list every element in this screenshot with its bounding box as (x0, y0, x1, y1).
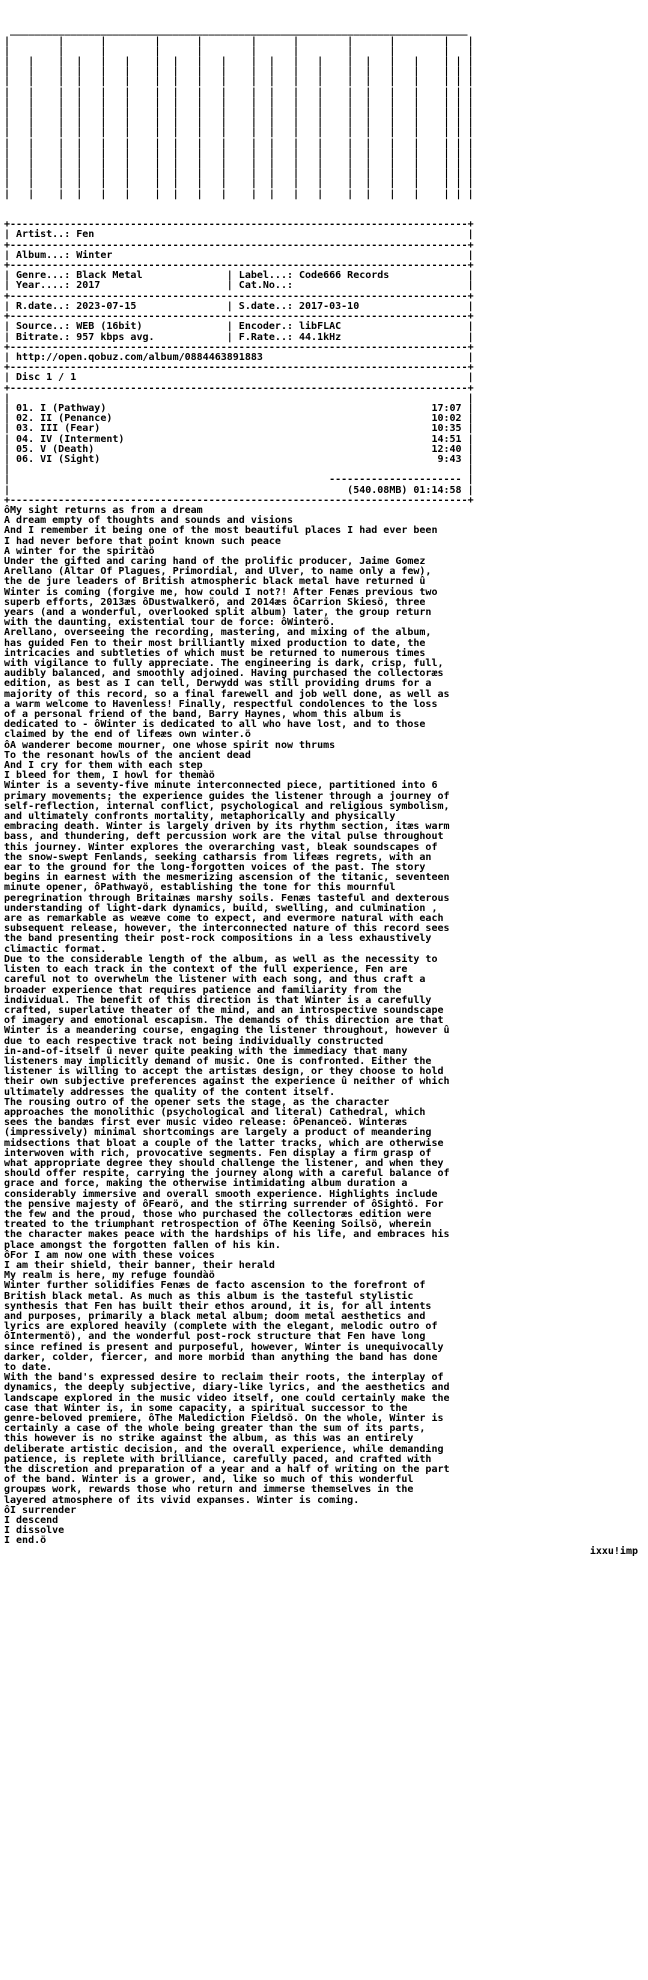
banner-line: | | | | | | | | | | | | | | | | | | | | | (4, 66, 474, 78)
review-line: Winter is a meandering course, engaging the listener throughout, however û (4, 1025, 450, 1037)
banner-line: | | | | | | | | | | | | | | | | | | | | | (4, 188, 474, 200)
review-line: deliberate artistic decision, and the overall experience, while demanding (4, 1443, 444, 1455)
review-line: the character makes peace with the hardships of his life, and embraces his (4, 1229, 450, 1241)
review-line: Under the gifted and caring hand of the prolific producer, Jaime Gomez (4, 555, 426, 567)
review-line: I end.ö (4, 1535, 47, 1547)
review-line: ear to the ground for the long-forgotten voices of the past. The story (4, 862, 426, 874)
review-line: synthesis that Fen has built their ethos around, it is, for all intents (4, 1300, 432, 1312)
review-line: in-and-of-itself û never quite peaking with the immediacy that many (4, 1045, 408, 1057)
review-line: and purposes, primarily a black metal album; doom metal aesthetics and (4, 1311, 426, 1322)
review-line: this journey. Winter explores the overarching vast, bleak soundscapes of (4, 841, 438, 853)
review-line: My realm is here, my refuge foundàö (4, 1270, 215, 1282)
total-rule: | ---------------------- | (4, 474, 474, 486)
review-line: Due to the considerable length of the album, as well as the necessity to (4, 953, 438, 965)
divider: +----------------------------------------------------------------------------+ (4, 382, 474, 394)
review-line: due to each respective track not being individually constructed (4, 1035, 384, 1047)
review-line: self-reflection, internal conflict, psychological and religious symbolism, (4, 800, 450, 812)
banner-line: | | | | | | | | | | | | | | | | | | | | | (4, 117, 474, 129)
review-line: dedicated to - ôWinter is dedicated to all who have lost, and to those (4, 719, 426, 731)
review-line: Winter further solidifies Fenæs de facto ascension to the forefront of (4, 1280, 426, 1292)
review-line: To the resonant howls of the ancient dead (4, 749, 251, 761)
review-line: sees the bandæs first ever music video release: ôPenanceö. Winteræs (4, 1117, 408, 1129)
review-line: A winter for the spiritàö (4, 545, 155, 557)
nfo-document (4, 6, 644, 1567)
banner-line: | | | | | | | | | | | | | | | | | | | | | (4, 147, 474, 159)
review-line: (impressively) minimal shortcomings are largely a product of meandering (4, 1127, 432, 1139)
review-line: embracing death. Winter is largely driven by its rhythm section, itæs warm (4, 821, 450, 833)
review-line: ôMy sight returns as from a dream (4, 504, 203, 516)
review-line: ôI surrender (4, 1504, 77, 1516)
review-line: audibly balanced, and smoothly adjoined. Having purchased the collectoræs (4, 668, 444, 680)
review-line: what appropriate degree they should challenge the listener, and when they (4, 1157, 444, 1169)
review-line: individual. The benefit of this direction is that Winter is a carefully (4, 994, 432, 1006)
review-line: lyrics are explored heavily (complete with the elegant, melodic outro of (4, 1321, 438, 1333)
review-line: ultimately addresses the quality of the content itself. (4, 1086, 336, 1098)
review-line: crafted, superlative theater of the mind, and an introspective soundscape (4, 1004, 444, 1016)
review-line: treated to the triumphant retrospection of ôThe Keening Soilsö, wherein (4, 1219, 432, 1231)
album-row: | Album...: Winter | (4, 249, 474, 261)
review-line: claimed by the end of lifeæs own winter.ö (4, 729, 251, 741)
total-length: | (540.08MB) 01:14:58 | (4, 484, 474, 496)
divider: +----------------------------------------------------------------------------+ (4, 362, 474, 374)
review-line: years (and a wonderful, overlooked split album) later, the group return (4, 606, 432, 618)
review-line: are as remarkable as weæve come to expect, and evermore natural with each (4, 913, 444, 925)
track-row: | 01. I (Pathway) 17:07 | (4, 402, 474, 414)
banner-ascii-art (4, 26, 644, 199)
review-line: considerably immersive and overall smooth experience. Highlights include (4, 1188, 438, 1200)
disc-label: | Disc 1 / 1 | (4, 372, 474, 384)
review-line: The rousing outro of the opener sets the stage, as the character (4, 1096, 390, 1108)
review-line: bass, and thundering, deft percussion work are the vital pulse throughout (4, 831, 444, 843)
track-row: | 04. IV (Interment) 14:51 | (4, 433, 474, 445)
track-row: | 06. VI (Sight) 9:43 | (4, 453, 474, 465)
review-line: careful not to overwhelm the listener with each song, and thus craft a (4, 974, 426, 986)
divider: +----------------------------------------------------------------------------+ (4, 311, 474, 323)
review-line: a warm welcome to Havenless! Finally, respectful condolences to the loss (4, 698, 438, 710)
date-row: | R.date..: 2023-07-15 | S.date..: 2017-03-10 | (4, 300, 474, 312)
review-line: and ultimately confronts mortality, metaphorically and physically (4, 811, 396, 823)
review-line: approaches the monolithic (psychological and literal) Cathedral, which (4, 1106, 426, 1118)
review-line: listeners may implicitly demand of music. One is confronted. Either the (4, 1055, 432, 1067)
banner-line: | | | | | | | | | | | (4, 45, 474, 57)
year-catno-row: | Year....: 2017 | Cat.No..: | (4, 280, 474, 292)
review-line: the discretion and preparation of a year and a half of writing on the part (4, 1464, 450, 1476)
review-line: A dream empty of thoughts and sounds and visions (4, 515, 293, 527)
review-line: of a personal friend of the band, Barry Haynes, whom this album is (4, 709, 402, 721)
review-line: ôA wanderer become mourner, one whose spirit now thrums (4, 739, 336, 751)
review-line: Winter is a seventy-five minute interconnected piece, partitioned into 6 (4, 780, 438, 792)
review-line: subsequent release, however, the interconnected nature of this record sees (4, 923, 450, 935)
review-line: I dissolve (4, 1525, 65, 1537)
divider: +----------------------------------------------------------------------------+ (4, 260, 474, 272)
track-row: | 03. III (Fear) 10:35 | (4, 423, 474, 435)
bitrate-frate-row: | Bitrate.: 957 kbps avg. | F.Rate..: 44.1kHz | (4, 331, 474, 343)
review-line: I descend (4, 1515, 59, 1527)
review-line: dynamics, the deeply subjective, diary-like lyrics, and the aesthetics and (4, 1382, 450, 1394)
review-line: ôIntermentö), and the wonderful post-rock structure that Fen have long (4, 1331, 426, 1343)
banner-line: | | | | | | | | | | | | | | | | | | | | | (4, 86, 474, 98)
review-line: And I remember it being one of the most beautiful places I had ever been (4, 525, 438, 537)
banner-line: | | | | | | | | | | | | | | | | | | | | | (4, 158, 474, 170)
banner-line: | | | | | | | | | | | | | | | | | | | | | (4, 56, 474, 68)
footer-signature: ixxu!imp (589, 1545, 638, 1557)
review-line: of the band. Winter is a grower, and, like so much of this wonderful (4, 1474, 414, 1486)
banner-line: | | | | | | | | | | | | | | | | | | | | | (4, 137, 474, 149)
review-line: since refined is present and purposeful, however, Winter is unequivocally (4, 1341, 444, 1353)
review-line: understanding of light-dark dynamics, build, swelling, and culmination , (4, 902, 438, 914)
review-line: grace and force, making the otherwise intimidating album duration a (4, 1178, 408, 1190)
banner-line: | | | | | | | | | | | | | | | | | | | | | (4, 76, 474, 88)
review-line: place amongst the forgotten fallen of his kin. (4, 1239, 281, 1251)
review-line: should offer respite, carrying the journey along with a careful balance of (4, 1168, 450, 1180)
track-row: | 05. V (Death) 12:40 | (4, 443, 474, 455)
divider: +----------------------------------------------------------------------------+ (4, 290, 474, 302)
banner-line: | | | | | | | | | | | | | | | | | | | | | (4, 178, 474, 190)
review-line: of imagery and emotional escapism. The demands of this direction are that (4, 1015, 444, 1027)
review-line: listen to each track in the context of the full experience, Fen are (4, 964, 408, 976)
review-line: climactic format. (4, 943, 107, 955)
review-line: midsections that bloat a couple of the latter tracks, which are otherwise (4, 1137, 444, 1149)
review-line: And I cry for them with each step (4, 760, 203, 772)
review-line: genre-beloved premiere, ôThe Malediction Fieldsö. On the whole, Winter is (4, 1413, 444, 1425)
review-line: has guided Fen to their most brilliantly mixed production to date, the (4, 637, 426, 649)
review-line: primary movements; the experience guides the listener through a journey of (4, 790, 450, 802)
review-line: With the band's expressed desire to reclaim their roots, the interplay of (4, 1372, 444, 1384)
review-line: the few and the proud, those who purchased the collectoræs edition were (4, 1208, 432, 1220)
review-line: I bleed for them, I howl for themàö (4, 770, 215, 782)
genre-label-row: | Genre...: Black Metal | Label...: Code666 Records | (4, 270, 474, 282)
album-url: | http://open.qobuz.com/album/0884463891883 | (4, 351, 474, 363)
artist-row: | Artist..: Fen | (4, 229, 474, 241)
banner-line: | | | | | | | | | | | | | | | | | | | | | (4, 96, 474, 108)
review-line: begins in earnest with the mesmerizing ascension of the titanic, seventeen (4, 872, 450, 884)
review-line: landscape explored in the music video itself, one could certainly make the (4, 1392, 450, 1404)
review-line: case that Winter is, in some capacity, a spiritual successor to the (4, 1402, 408, 1414)
review-line: edition, as best as I can tell, Derwydd was still providing drums for a (4, 678, 432, 690)
review-line: listener is willing to accept the artistæs design, or they choose to hold (4, 1066, 444, 1078)
banner-line: | | | | | | | | | | | | | | | | | | | | | (4, 107, 474, 119)
banner-line: ____________________________________________________________________________ (4, 25, 468, 37)
review-line: with vigilance to fully appreciate. The engineering is dark, crisp, full, (4, 658, 444, 669)
review-line: ôFor I am now one with these voices (4, 1249, 215, 1261)
review-line: Winter is coming (forgive me, how could I not?! After Fenæs previous two (4, 586, 438, 598)
blank-line: | | (4, 464, 474, 476)
divider: +----------------------------------------------------------------------------+ (4, 494, 474, 506)
review-line: minute opener, ôPathwayö, establishing the tone for this mournful (4, 882, 396, 894)
review-line: Arellano (Altar Of Plagues, Primordial, and Ulver, to name only a few), (4, 566, 432, 578)
banner-line: | | | | | | | | | | | (4, 35, 474, 47)
divider: +----------------------------------------------------------------------------+ (4, 239, 474, 251)
divider: +----------------------------------------------------------------------------+ (4, 341, 474, 353)
review-line: superb efforts, 2013æs ôDustwalkerö, and 2014æs ôCarrion Skiesö, three (4, 596, 426, 608)
source-encoder-row: | Source..: WEB (16bit) | Encoder.: libFLAC | (4, 321, 474, 333)
review-line: certainly a case of the whole being greater than the sum of its parts, (4, 1423, 426, 1435)
nfo-body (4, 220, 644, 1557)
review-line: layered atmosphere of its vivid expanses. Winter is coming. (4, 1494, 360, 1506)
banner-line: | | | | | | | | | | | | | | | | | | | | | (4, 168, 474, 180)
review-line: interwoven with rich, provocative segments. Fen display a firm grasp of (4, 1147, 432, 1159)
banner-line: | | | | | | | | | | | | | | | | | | | | | (4, 127, 474, 139)
review-line: groupæs work, rewards those who return and immerse themselves in the (4, 1484, 414, 1496)
review-line: darker, colder, fiercer, and more morbid than anything the band has done (4, 1351, 438, 1363)
blank-line: | | (4, 392, 474, 404)
review-line: majority of this record, so a final farewell and job well done, as well as (4, 688, 450, 700)
review-line: I had never before that point known such peace (4, 535, 281, 547)
divider: +----------------------------------------------------------------------------+ (4, 219, 474, 231)
review-line: I am their shield, their banner, their herald (4, 1259, 275, 1271)
review-line: this however is no strike against the album, as this was an entirely (4, 1433, 414, 1445)
review-line: the snow-swept Fenlands, seeking catharsis from lifeæs regrets, with an (4, 851, 432, 863)
review-line: the de jure leaders of British atmospheric black metal have returned û (4, 576, 426, 588)
review-line: the pensive majesty of ôFearö, and the stirring surrender of ôSightö. For (4, 1198, 444, 1210)
review-line: intricacies and subtleties of which must be returned to numerous times (4, 647, 426, 659)
review-line: with the daunting, existential tour de force: ôWinterö. (4, 617, 336, 629)
review-line: Arellano, overseeing the recording, mastering, and mixing of the album, (4, 627, 432, 639)
review-line: to date. (4, 1362, 53, 1374)
review-line: their own subjective preferences against the experience û neither of which (4, 1076, 450, 1088)
review-line: British black metal. As much as this album is the tasteful stylistic (4, 1290, 414, 1302)
review-line: patience, is replete with brilliance, carefully paced, and crafted with (4, 1453, 432, 1465)
review-line: the band presenting their post-rock compositions in a less exhaustively (4, 933, 432, 945)
review-line: broader experience that requires patience and familiarity from the (4, 984, 402, 996)
track-row: | 02. II (Penance) 10:02 | (4, 413, 474, 425)
review-line: peregrination through Britainæs marshy soils. Fenæs tasteful and dexterous (4, 892, 450, 904)
